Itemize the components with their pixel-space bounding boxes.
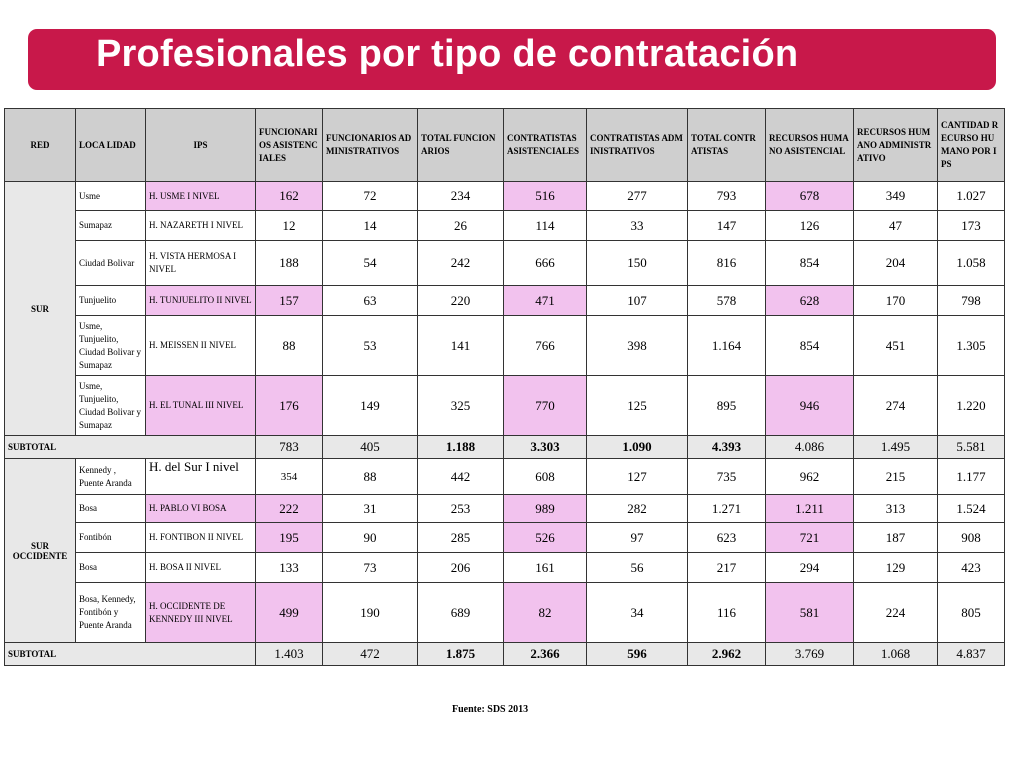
header-cantidad-recurso-humano: CANTIDAD RECURSO HUMANO POR IPS [938,109,1005,182]
subtotal-value: 1.090 [587,436,688,459]
value-cell: 349 [854,182,938,211]
table-row [5,459,1005,495]
value-cell: 224 [854,583,938,643]
subtotal-value: 3.303 [504,436,587,459]
value-cell: 88 [256,316,323,376]
value-cell: 354 [256,459,323,495]
ips-cell: H. TUNJUELITO II NIVEL [146,286,256,316]
value-cell: 766 [504,316,587,376]
value-cell: 187 [854,523,938,553]
header-localidad: LOCA LIDAD [76,109,146,182]
value-cell: 149 [323,376,418,436]
value-cell: 962 [766,459,854,495]
value-cell: 581 [766,583,854,643]
value-cell: 398 [587,316,688,376]
value-cell: 1.177 [938,459,1005,495]
value-cell: 161 [504,553,587,583]
value-cell: 735 [688,459,766,495]
subtotal-value: 1.403 [256,643,323,666]
table-row [5,583,1005,643]
header-funcionarios-administrativos: FUNCIONARIOS ADMINISTRATIVOS [323,109,418,182]
value-cell: 471 [504,286,587,316]
value-cell: 34 [587,583,688,643]
value-cell: 206 [418,553,504,583]
value-cell: 72 [323,182,418,211]
localidad-cell: Usme [76,182,146,211]
value-cell: 798 [938,286,1005,316]
table-row [5,376,1005,436]
ips-cell: H. BOSA II NIVEL [146,553,256,583]
value-cell: 721 [766,523,854,553]
header-contratistas-asistenciales: CONTRATISTAS ASISTENCIALES [504,109,587,182]
header-contratistas-administrativos: CONTRATISTAS ADMINISTRATIVOS [587,109,688,182]
value-cell: 1.524 [938,495,1005,523]
value-cell: 274 [854,376,938,436]
ips-cell: H. PABLO VI BOSA [146,495,256,523]
ips-cell: H. NAZARETH I NIVEL [146,211,256,241]
subtotal-value: 4.393 [688,436,766,459]
localidad-cell: Bosa [76,495,146,523]
header-red: RED [5,109,76,182]
value-cell: 129 [854,553,938,583]
value-cell: 526 [504,523,587,553]
red-cell: SUR OCCIDENTE [5,459,76,643]
ips-cell: H. del Sur I nivel [146,459,256,495]
subtotal-value: 1.188 [418,436,504,459]
localidad-cell: Ciudad Bolivar [76,241,146,286]
localidad-cell: Bosa [76,553,146,583]
value-cell: 294 [766,553,854,583]
value-cell: 989 [504,495,587,523]
value-cell: 423 [938,553,1005,583]
value-cell: 54 [323,241,418,286]
value-cell: 31 [323,495,418,523]
value-cell: 689 [418,583,504,643]
value-cell: 282 [587,495,688,523]
table-row [5,523,1005,553]
value-cell: 608 [504,459,587,495]
header-ips: IPS [146,109,256,182]
value-cell: 157 [256,286,323,316]
value-cell: 854 [766,241,854,286]
value-cell: 1.058 [938,241,1005,286]
value-cell: 277 [587,182,688,211]
table-row [5,286,1005,316]
value-cell: 14 [323,211,418,241]
page-title: Profesionales por tipo de contratación [96,33,799,75]
value-cell: 97 [587,523,688,553]
value-cell: 854 [766,316,854,376]
value-cell: 188 [256,241,323,286]
header-funcionarios-asistencia: FUNCIONARIOS ASISTENCIALES [256,109,323,182]
value-cell: 793 [688,182,766,211]
ips-cell: H. MEISSEN II NIVEL [146,316,256,376]
subtotal-value: 4.837 [938,643,1005,666]
table-row [5,241,1005,286]
value-cell: 170 [854,286,938,316]
value-cell: 53 [323,316,418,376]
subtotal-value: 3.769 [766,643,854,666]
header-row [5,109,1005,182]
ips-cell: H. EL TUNAL III NIVEL [146,376,256,436]
value-cell: 114 [504,211,587,241]
ips-cell: H. VISTA HERMOSA I NIVEL [146,241,256,286]
subtotal-value: 1.495 [854,436,938,459]
value-cell: 285 [418,523,504,553]
table-row [5,182,1005,211]
value-cell: 90 [323,523,418,553]
value-cell: 147 [688,211,766,241]
subtotal-value: 2.962 [688,643,766,666]
value-cell: 107 [587,286,688,316]
localidad-cell: Sumapaz [76,211,146,241]
subtotal-label: SUBTOTAL [5,436,256,459]
value-cell: 313 [854,495,938,523]
value-cell: 234 [418,182,504,211]
header-recursos-humano-administrativo: RECURSOS HUMANO ADMINISTRATIVO [854,109,938,182]
subtotal-value: 1.875 [418,643,504,666]
value-cell: 946 [766,376,854,436]
header-total-funcionarios: TOTAL FUNCIONARIOS [418,109,504,182]
value-cell: 47 [854,211,938,241]
value-cell: 499 [256,583,323,643]
value-cell: 628 [766,286,854,316]
ips-cell: H. FONTIBON II NIVEL [146,523,256,553]
localidad-cell: Fontibón [76,523,146,553]
value-cell: 220 [418,286,504,316]
value-cell: 176 [256,376,323,436]
value-cell: 578 [688,286,766,316]
value-cell: 88 [323,459,418,495]
value-cell: 127 [587,459,688,495]
subtotal-value: 4.086 [766,436,854,459]
subtotal-row [5,643,1005,666]
value-cell: 133 [256,553,323,583]
value-cell: 141 [418,316,504,376]
value-cell: 73 [323,553,418,583]
value-cell: 162 [256,182,323,211]
localidad-cell: Tunjuelito [76,286,146,316]
subtotal-value: 5.581 [938,436,1005,459]
value-cell: 805 [938,583,1005,643]
localidad-cell: Usme, Tunjuelito, Ciudad Bolivar y Sumapaz [76,376,146,436]
value-cell: 126 [766,211,854,241]
value-cell: 33 [587,211,688,241]
subtotal-row [5,436,1005,459]
value-cell: 215 [854,459,938,495]
value-cell: 222 [256,495,323,523]
table-row [5,316,1005,376]
value-cell: 12 [256,211,323,241]
value-cell: 1.211 [766,495,854,523]
value-cell: 816 [688,241,766,286]
value-cell: 190 [323,583,418,643]
value-cell: 895 [688,376,766,436]
header-recursos-humano-asistencial: RECURSOS HUMANO ASISTENCIAL [766,109,854,182]
subtotal-value: 596 [587,643,688,666]
contracting-table [4,108,1005,666]
value-cell: 150 [587,241,688,286]
red-cell: SUR [5,182,76,436]
header-total-contratistas: TOTAL CONTRATISTAS [688,109,766,182]
value-cell: 195 [256,523,323,553]
table-body [5,182,1005,666]
value-cell: 770 [504,376,587,436]
ips-cell: H. OCCIDENTE DE KENNEDY III NIVEL [146,583,256,643]
subtotal-value: 1.068 [854,643,938,666]
value-cell: 63 [323,286,418,316]
value-cell: 26 [418,211,504,241]
source-note: Fuente: SDS 2013 [452,704,529,715]
value-cell: 253 [418,495,504,523]
subtotal-value: 472 [323,643,418,666]
value-cell: 242 [418,241,504,286]
localidad-cell: Kennedy , Puente Aranda [76,459,146,495]
value-cell: 82 [504,583,587,643]
value-cell: 678 [766,182,854,211]
value-cell: 204 [854,241,938,286]
value-cell: 1.305 [938,316,1005,376]
value-cell: 116 [688,583,766,643]
value-cell: 1.164 [688,316,766,376]
value-cell: 173 [938,211,1005,241]
value-cell: 908 [938,523,1005,553]
value-cell: 516 [504,182,587,211]
value-cell: 623 [688,523,766,553]
table-row [5,495,1005,523]
value-cell: 217 [688,553,766,583]
subtotal-value: 783 [256,436,323,459]
subtotal-value: 405 [323,436,418,459]
ips-cell: H. USME I NIVEL [146,182,256,211]
value-cell: 325 [418,376,504,436]
localidad-cell: Bosa, Kennedy, Fontibón y Puente Aranda [76,583,146,643]
subtotal-value: 2.366 [504,643,587,666]
value-cell: 666 [504,241,587,286]
subtotal-label: SUBTOTAL [5,643,256,666]
value-cell: 1.027 [938,182,1005,211]
table-row [5,211,1005,241]
localidad-cell: Usme, Tunjuelito, Ciudad Bolivar y Sumapaz [76,316,146,376]
value-cell: 1.271 [688,495,766,523]
title-banner [28,29,996,90]
value-cell: 56 [587,553,688,583]
value-cell: 442 [418,459,504,495]
value-cell: 1.220 [938,376,1005,436]
value-cell: 451 [854,316,938,376]
value-cell: 125 [587,376,688,436]
table-row [5,553,1005,583]
